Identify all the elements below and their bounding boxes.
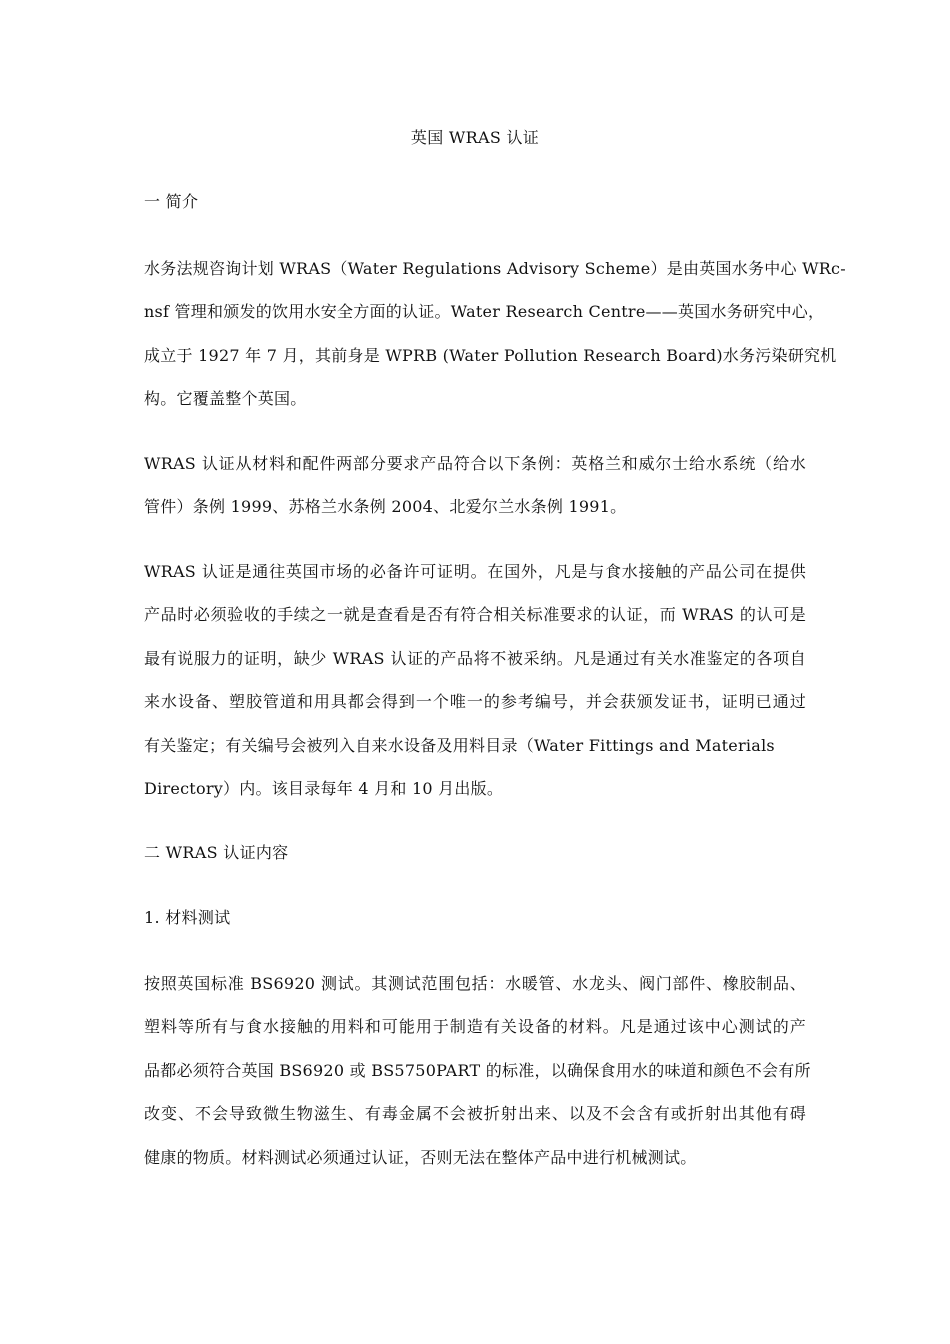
paragraph-line: 管件）条例 1999、苏格兰水条例 2004、北爱尔兰水条例 1991。 [144, 497, 627, 517]
paragraph-line: 水务法规咨询计划 WRAS（Water Regulations Advisory Scheme）是由英国水务中心 WRc- [144, 259, 846, 278]
paragraph-intro-3 [144, 558, 806, 818]
section-heading-intro: 一 简介 [144, 192, 199, 211]
paragraph-line: 产品时必须验收的手续之一就是查看是否有符合相关标准要求的认证，而 WRAS 的认可是 [144, 605, 806, 625]
subsection-heading-material-test: 1. 材料测试 [144, 908, 231, 927]
paragraph-line: 按照英国标准 BS6920 测试。其测试范围包括：水暖管、水龙头、阀门部件、橡胶制品、 [144, 974, 806, 993]
paragraph-material-test [144, 970, 811, 1187]
paragraph-line: 最有说服力的证明，缺少 WRAS 认证的产品将不被采纳。凡是通过有关水准鉴定的各项自 [144, 648, 806, 668]
section-heading-content: 二 WRAS 认证内容 [144, 843, 289, 862]
paragraph-intro-1 [144, 255, 846, 429]
paragraph-line: 塑料等所有与食水接触的用料和可能用于制造有关设备的材料。凡是通过该中心测试的产 [144, 1017, 806, 1037]
paragraph-line: nsf 管理和颁发的饮用水安全方面的认证。Water Research Centre——英国水务研究中心， [144, 302, 825, 322]
paragraph-line: 改变、不会导致微生物滋生、有毒金属不会被折射出来、以及不会含有或折射出其他有碍 [144, 1104, 806, 1124]
paragraph-line: 构。它覆盖整个英国。 [144, 389, 307, 409]
paragraph-line: 成立于 1927 年 7 月，其前身是 WPRB (Water Pollution Research Board)水务污染研究机 [144, 345, 837, 365]
paragraph-line: WRAS 认证从材料和配件两部分要求产品符合以下条例：英格兰和威尔士给水系统（给水 [144, 454, 806, 473]
paragraph-intro-2 [144, 450, 806, 537]
document-title: 英国 WRAS 认证 [410, 128, 540, 147]
paragraph-line: 健康的物质。材料测试必须通过认证，否则无法在整体产品中进行机械测试。 [144, 1147, 697, 1167]
paragraph-line: 来水设备、塑胶管道和用具都会得到一个唯一的参考编号，并会获颁发证书，证明已通过 [144, 692, 806, 712]
paragraph-line: 有关鉴定；有关编号会被列入自来水设备及用料目录（Water Fittings and Materials [144, 735, 775, 755]
paragraph-line: Directory）内。该目录每年 4 月和 10 月出版。 [144, 778, 504, 798]
paragraph-line: WRAS 认证是通往英国市场的必备许可证明。在国外，凡是与食水接触的产品公司在提供 [144, 562, 806, 581]
paragraph-line: 品都必须符合英国 BS6920 或 BS5750PART 的标准，以确保食用水的味道和颜色不会有所 [144, 1060, 811, 1080]
